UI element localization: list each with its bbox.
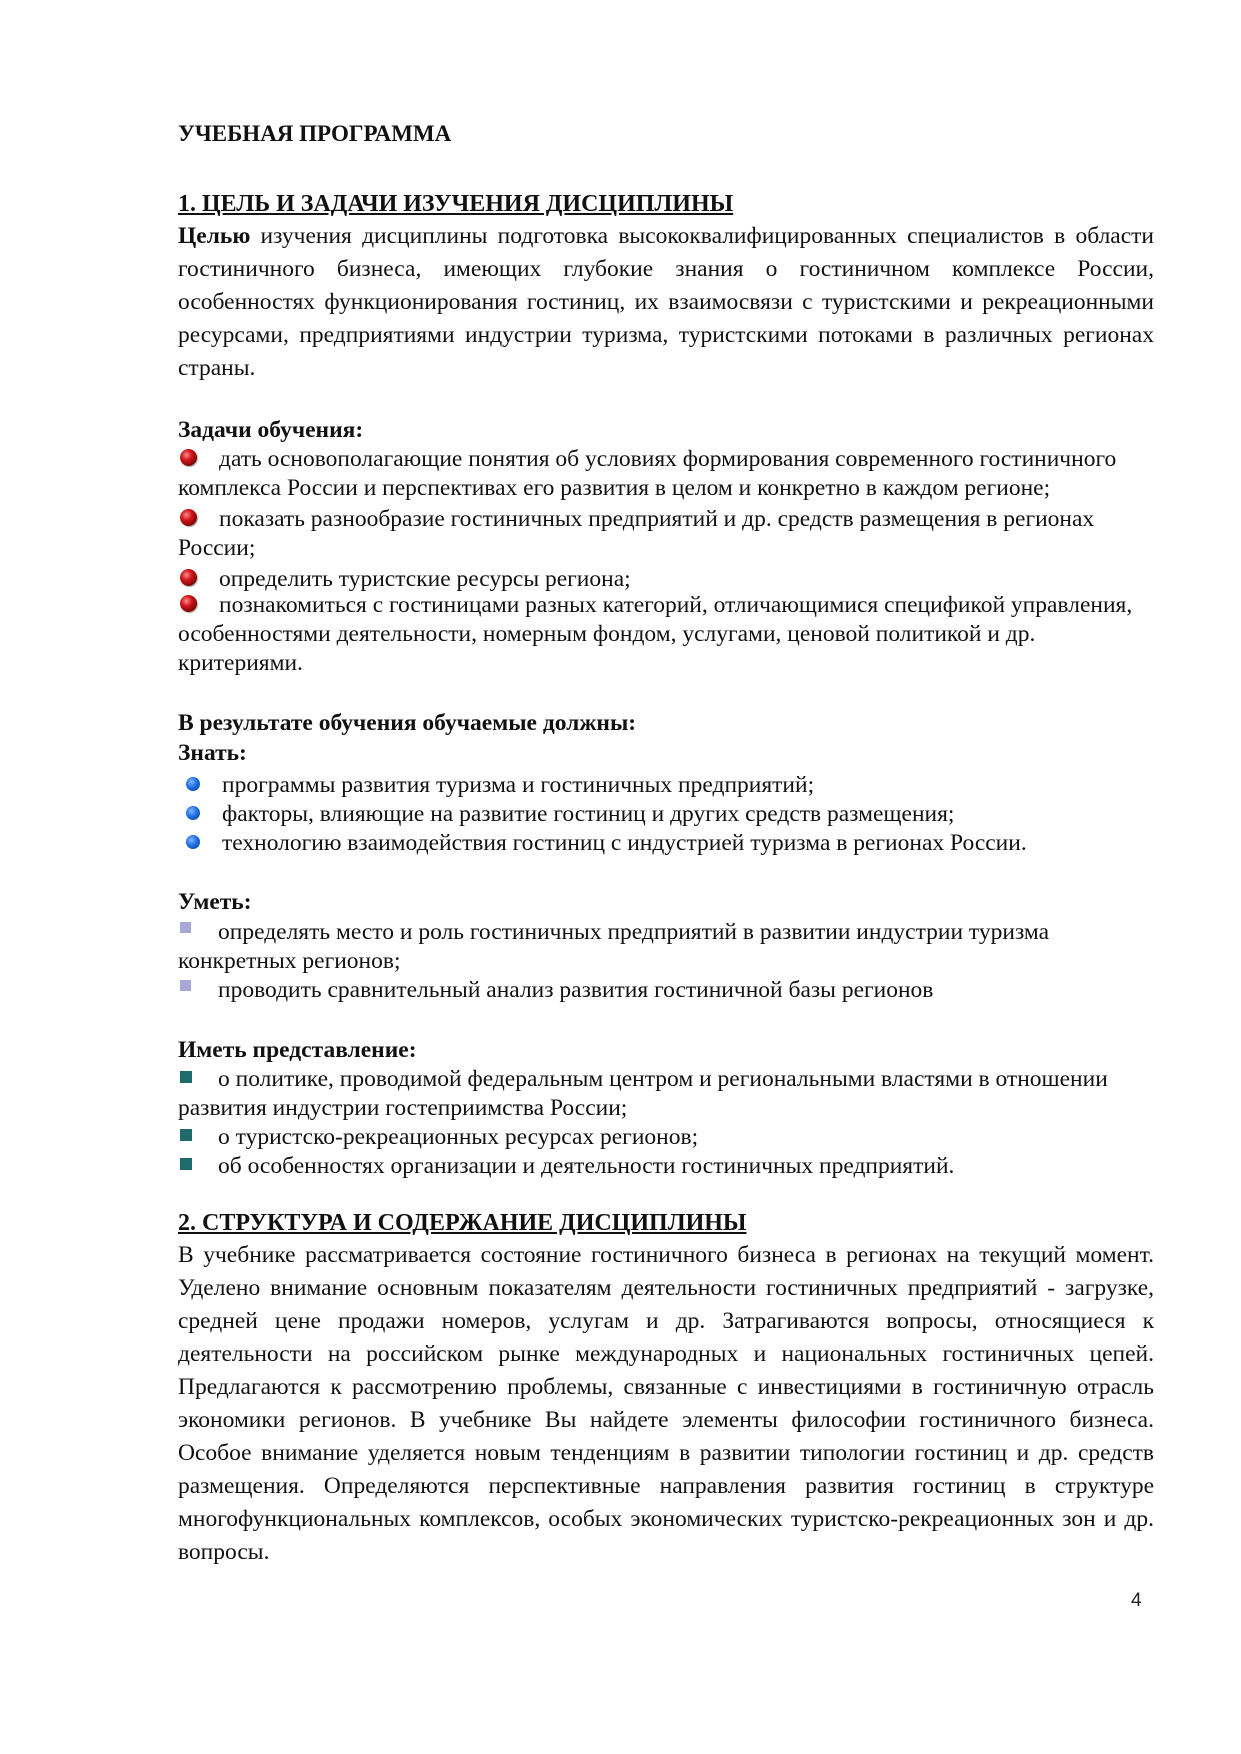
list-item — [178, 771, 1154, 800]
teal-square-bullet-icon — [180, 1158, 192, 1170]
goal-text: изучения дисциплины подготовка высококвалифицированных специалистов в области гостиничного бизнеса, имеющих глубокие знания о гостиничном комплексе России, особенностях функционирования гостиниц, их взаимосвязи с туристскими и рекреационными ресурсами, предприятиями индустрии туризма, туристскими потоками в различных регионах страны. — [178, 223, 1154, 381]
idea-text: о политике, проводимой федеральным центром и региональными властями в отношении развития индустрии гостеприимства России; — [178, 1066, 1108, 1121]
list-item — [178, 1065, 1154, 1123]
list-item — [178, 918, 1154, 976]
lilac-square-bullet-icon — [180, 922, 191, 933]
list-item — [178, 591, 1154, 678]
task-text: определить туристские ресурсы региона; — [219, 566, 631, 592]
blue-sphere-bullet-icon — [186, 835, 200, 849]
able-text: определять место и роль гостиничных предприятий в развитии индустрии туризма конкретных регионов; — [178, 919, 1050, 974]
list-item — [178, 829, 1154, 858]
task-text: дать основополагающие понятия об условиях формирования современного гостиничного комплекса России и перспективах его развития в целом и конкретно в каждом регионе; — [178, 446, 1117, 501]
page-content — [178, 112, 1154, 1569]
goal-paragraph — [178, 220, 1154, 385]
section2-paragraph: В учебнике рассматривается состояние гостиничного бизнеса в регионах на текущий момент. Уделено внимание основным показателям деятельности гостиничных предприятий - загрузке, средней цене продажи номеров, услугам и др. Затрагиваются вопросы, относящиеся к деятельности на российском рынке международных и национальных гостиничных цепей. Предлагаются к рассмотрению проблемы, связанные с инвестициями в гостиничную отрасль экономики регионов. В учебнике Вы найдете элементы философии гостиничного бизнеса. Особое внимание уделяется новым тенденциям в развитии типологии гостиниц и др. средств размещения. Определяются перспективные направления развития гостиниц в структуре многофункциональных комплексов, особых экономических туристско-рекреационных зон и др. вопросы. — [178, 1242, 1154, 1565]
list-item — [178, 565, 1154, 594]
idea-text: об особенностях организации и деятельности гостиничных предприятий. — [218, 1153, 955, 1179]
tasks-heading: Задачи обучения: — [178, 417, 364, 443]
know-text: технологию взаимодействия гостиниц с индустрией туризма в регионах России. — [222, 830, 1027, 856]
red-sphere-bullet-icon — [180, 595, 197, 612]
teal-square-bullet-icon — [180, 1071, 192, 1083]
task-text: показать разнообразие гостиничных предприятий и др. средств размещения в регионах России; — [178, 506, 1095, 561]
tasks-list — [178, 445, 1154, 678]
list-item — [178, 1123, 1154, 1152]
section2-heading: 2. СТРУКТУРА И СОДЕРЖАНИЕ ДИСЦИПЛИНЫ — [178, 1210, 747, 1236]
teal-square-bullet-icon — [180, 1129, 192, 1141]
lilac-square-bullet-icon — [180, 980, 191, 991]
blue-sphere-bullet-icon — [186, 777, 200, 791]
list-item — [178, 445, 1154, 503]
section1-heading: 1. ЦЕЛЬ И ЗАДАЧИ ИЗУЧЕНИЯ ДИСЦИПЛИНЫ — [178, 191, 734, 217]
list-item — [178, 800, 1154, 829]
goal-lead: Целью — [178, 223, 251, 249]
list-item — [178, 976, 1154, 1005]
page-number: 4 — [1131, 1590, 1142, 1611]
list-item — [178, 505, 1154, 563]
task-text: познакомиться с гостиницами разных категорий, отличающимися спецификой управления, особенностями деятельности, номерным фондом, услугами, ценовой политикой и др. критериями. — [178, 592, 1133, 676]
blue-sphere-bullet-icon — [186, 806, 200, 820]
know-text: программы развития туризма и гостиничных предприятий; — [222, 772, 815, 798]
idea-text: о туристско-рекреационных ресурсах регионов; — [218, 1124, 699, 1150]
able-list — [178, 918, 1154, 1005]
idea-heading: Иметь представление: — [178, 1037, 417, 1063]
know-heading: Знать: — [178, 740, 247, 766]
red-sphere-bullet-icon — [180, 569, 197, 586]
red-sphere-bullet-icon — [180, 449, 197, 466]
document-title: УЧЕБНАЯ ПРОГРАММА — [178, 121, 452, 146]
results-heading: В результате обучения обучаемые должны: — [178, 710, 637, 736]
know-text: факторы, влияющие на развитие гостиниц и других средств размещения; — [222, 801, 955, 827]
red-sphere-bullet-icon — [180, 509, 197, 526]
able-text: проводить сравнительный анализ развития гостиничной базы регионов — [218, 977, 934, 1003]
know-list — [178, 771, 1154, 858]
able-heading: Уметь: — [178, 889, 252, 915]
list-item — [178, 1152, 1154, 1181]
idea-list — [178, 1065, 1154, 1181]
